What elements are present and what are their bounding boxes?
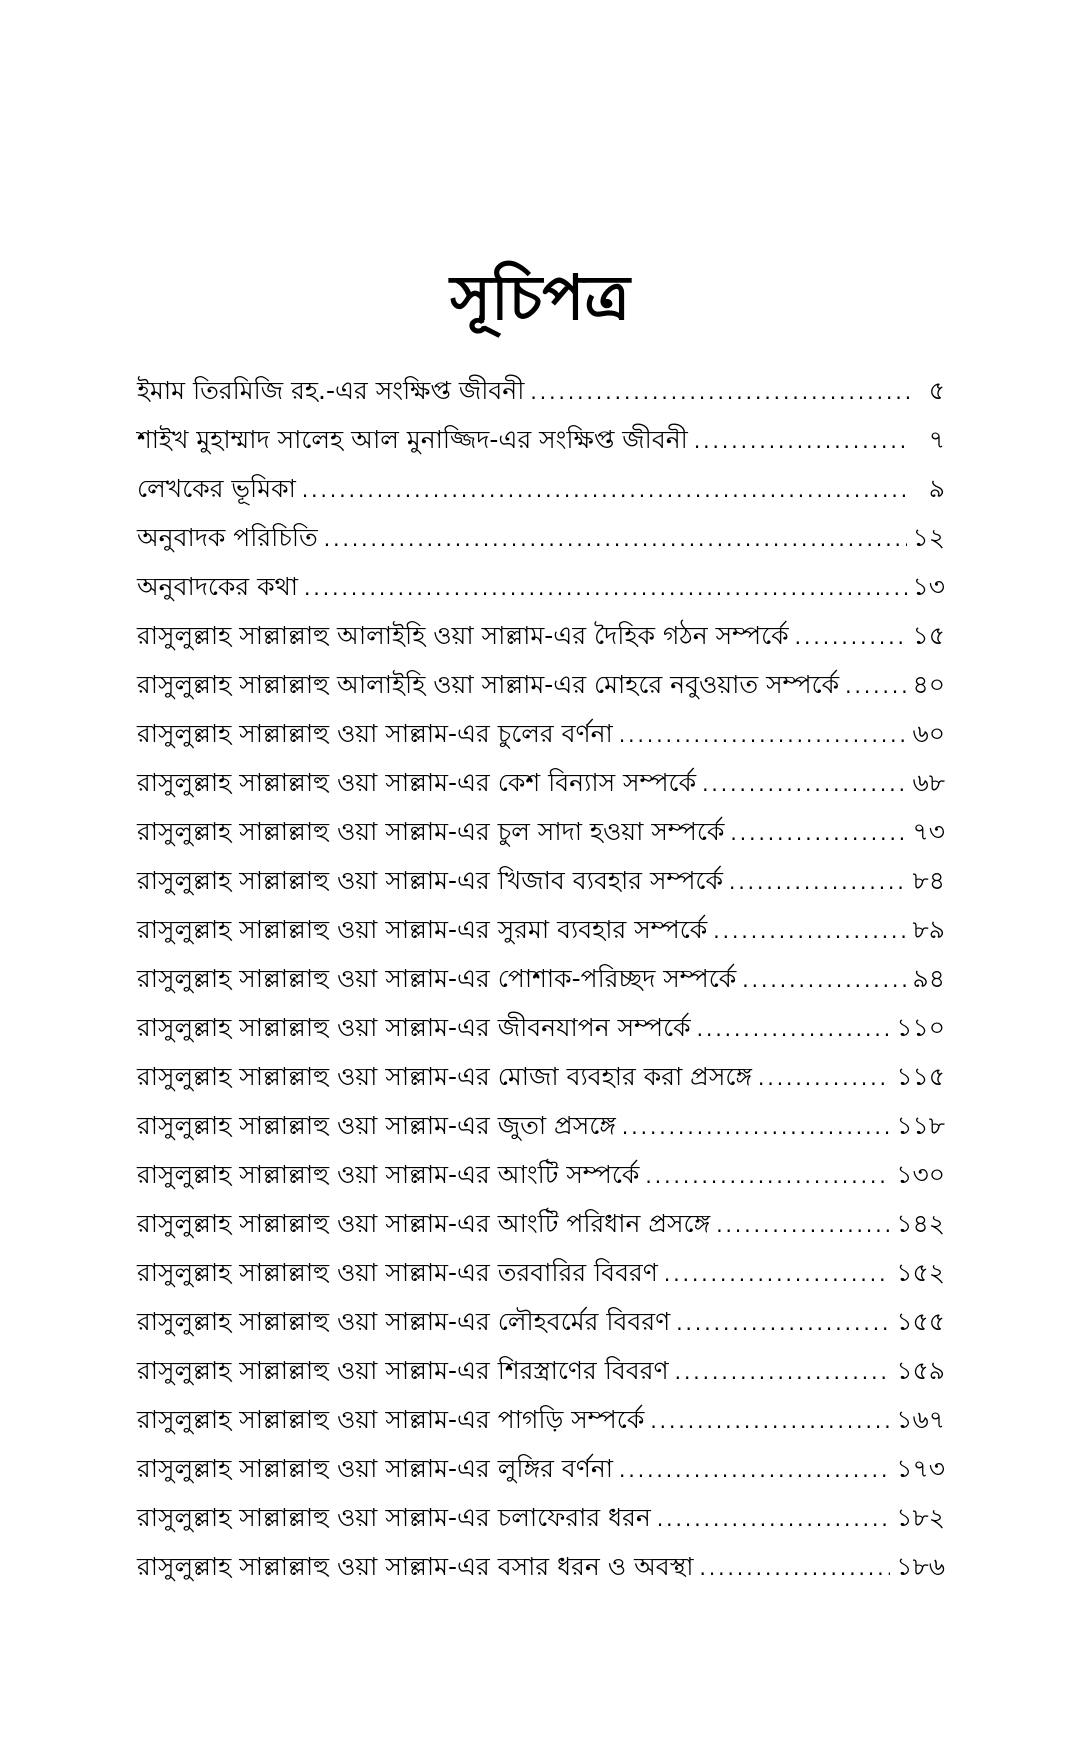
toc-entry — [137, 660, 945, 709]
toc-entry-page: ১৮৬ — [896, 1552, 945, 1581]
toc-entry — [137, 1052, 945, 1101]
table-of-contents — [137, 366, 945, 1591]
toc-entry — [137, 1003, 945, 1052]
toc-entry-page: ১৩০ — [896, 1160, 945, 1189]
dot-leader — [758, 1054, 890, 1103]
toc-entry — [137, 905, 945, 954]
toc-entry-page: ৭ — [928, 425, 945, 454]
toc-entry — [137, 1346, 945, 1395]
dot-leader — [742, 956, 906, 1005]
dot-leader — [530, 368, 909, 417]
dot-leader — [699, 1544, 890, 1593]
toc-entry-page: ৬৮ — [912, 768, 945, 797]
toc-entry-label: রাসুলুল্লাহ সাল্লাল্লাহু ওয়া সাল্লাম-এর শিরস্ত্রাণের বিবরণ — [137, 1356, 669, 1385]
dot-leader — [664, 1250, 890, 1299]
toc-entry-label: রাসুলুল্লাহ সাল্লাল্লাহু ওয়া সাল্লাম-এর চুল সাদা হওয়া সম্পর্কে — [137, 817, 725, 846]
toc-entry-label: অনুবাদক পরিচিতি — [137, 523, 318, 552]
dot-leader — [716, 1201, 890, 1250]
toc-entry-label: রাসুলুল্লাহ সাল্লাল্লাহু ওয়া সাল্লাম-এর কেশ বিন্যাস সম্পর্কে — [137, 768, 697, 797]
toc-entry-label: ইমাম তিরমিজি রহ.-এর সংক্ষিপ্ত জীবনী — [137, 376, 525, 405]
dot-leader — [650, 1397, 890, 1446]
toc-entry-label: রাসুলুল্লাহ সাল্লাল্লাহু ওয়া সাল্লাম-এর আংটি সম্পর্কে — [137, 1160, 640, 1189]
toc-entry-page: ৮৪ — [912, 866, 945, 895]
dot-leader — [622, 1103, 890, 1152]
toc-entry-page: ৯৪ — [912, 964, 945, 993]
toc-entry — [137, 709, 945, 758]
page-title: সূচিপত্র — [450, 261, 630, 334]
toc-entry-label: রাসুলুল্লাহ সাল্লাল্লাহু ওয়া সাল্লাম-এর লুঙ্গির বর্ণনা — [137, 1454, 613, 1483]
toc-entry-page: ১৫৫ — [896, 1307, 945, 1336]
toc-entry — [137, 611, 945, 660]
dot-leader — [697, 1005, 891, 1054]
toc-entry — [137, 807, 945, 856]
toc-entry — [137, 1297, 945, 1346]
dot-leader — [694, 417, 909, 466]
toc-entry-label: রাসুলুল্লাহ সাল্লাল্লাহু ওয়া সাল্লাম-এর বসার ধরন ও অবস্থা — [137, 1552, 694, 1581]
dot-leader — [730, 809, 906, 858]
toc-entry-page: ১৬৭ — [896, 1405, 945, 1434]
toc-entry-label: রাসুলুল্লাহ সাল্লাল্লাহু ওয়া সাল্লাম-এর চুলের বর্ণনা — [137, 719, 613, 748]
toc-entry-label: রাসুলুল্লাহ সাল্লাল্লাহু ওয়া সাল্লাম-এর খিজাব ব্যবহার সম্পর্কে — [137, 866, 723, 895]
toc-entry-page: ৮৯ — [912, 915, 945, 944]
dot-leader — [702, 760, 906, 809]
toc-entry — [137, 1493, 945, 1542]
toc-entry-label: রাসুলুল্লাহ সাল্লাল্লাহু ওয়া সাল্লাম-এর মোজা ব্যবহার করা প্রসঙ্গে — [137, 1062, 752, 1091]
toc-entry — [137, 1444, 945, 1493]
toc-entry-page: ১১৮ — [896, 1111, 945, 1140]
toc-entry — [137, 562, 945, 611]
toc-entry — [137, 1101, 945, 1150]
toc-entry-label: রাসুলুল্লাহ সাল্লাল্লাহু ওয়া সাল্লাম-এর পোশাক-পরিচ্ছদ সম্পর্কে — [137, 964, 737, 993]
toc-entry-page: ১১০ — [896, 1013, 945, 1042]
dot-leader — [675, 1348, 891, 1397]
toc-entry-label: রাসুলুল্লাহ সাল্লাল্লাহু আলাইহি ওয়া সাল্লাম-এর মোহরে নবুওয়াত সম্পর্কে — [137, 670, 840, 699]
toc-entry-page: ১৩ — [912, 572, 945, 601]
toc-entry — [137, 1395, 945, 1444]
toc-entry-page: ১২ — [912, 523, 945, 552]
toc-entry-label: রাসুলুল্লাহ সাল্লাল্লাহু ওয়া সাল্লাম-এর জুতা প্রসঙ্গে — [137, 1111, 616, 1140]
toc-entry-page: ৯ — [928, 474, 945, 503]
dot-leader — [645, 1152, 890, 1201]
dot-leader — [302, 466, 909, 515]
toc-entry-page: ১৪২ — [896, 1209, 945, 1238]
toc-entry-label: রাসুলুল্লাহ সাল্লাল্লাহু ওয়া সাল্লাম-এর জীবনযাপন সম্পর্কে — [137, 1013, 691, 1042]
toc-entry — [137, 513, 945, 562]
toc-entry-page: ৫ — [928, 376, 945, 405]
dot-leader — [729, 858, 907, 907]
toc-entry-label: রাসুলুল্লাহ সাল্লাল্লাহু ওয়া সাল্লাম-এর তরবারির বিবরণ — [137, 1258, 658, 1287]
dot-leader — [676, 1299, 890, 1348]
toc-entry — [137, 856, 945, 905]
toc-entry — [137, 758, 945, 807]
dot-leader — [304, 564, 906, 613]
toc-entry-page: ৬০ — [912, 719, 945, 748]
toc-entry-page: ১৮২ — [896, 1503, 945, 1532]
toc-entry — [137, 1150, 945, 1199]
toc-entry — [137, 954, 945, 1003]
toc-entry — [137, 1199, 945, 1248]
toc-entry-label: রাসুলুল্লাহ সাল্লাল্লাহু ওয়া সাল্লাম-এর সুরমা ব্যবহার সম্পর্কে — [137, 915, 708, 944]
toc-entry-page: ৪০ — [912, 670, 945, 699]
toc-entry — [137, 1542, 945, 1591]
toc-entry — [137, 415, 945, 464]
toc-entry-label: শাইখ মুহাম্মাদ সালেহ আল মুনাজ্জিদ-এর সংক্ষিপ্ত জীবনী — [137, 425, 688, 454]
toc-entry-page: ১১৫ — [896, 1062, 945, 1091]
toc-entry — [137, 1248, 945, 1297]
toc-entry-label: লেখকের ভূমিকা — [137, 474, 296, 503]
toc-entry-label: অনুবাদকের কথা — [137, 572, 299, 601]
dot-leader — [845, 662, 906, 711]
toc-entry-page: ৭৩ — [912, 817, 945, 846]
toc-entry-label: রাসুলুল্লাহ সাল্লাল্লাহু ওয়া সাল্লাম-এর আংটি পরিধান প্রসঙ্গে — [137, 1209, 711, 1238]
toc-entry-page: ১৫৯ — [896, 1356, 945, 1385]
toc-entry-page: ১৫২ — [896, 1258, 945, 1287]
toc-entry-label: রাসুলুল্লাহ সাল্লাল্লাহু আলাইহি ওয়া সাল্লাম-এর দৈহিক গঠন সম্পর্কে — [137, 621, 789, 650]
dot-leader — [657, 1495, 890, 1544]
toc-entry-page: ১৫ — [912, 621, 945, 650]
dot-leader — [619, 1446, 890, 1495]
toc-entry — [137, 366, 945, 415]
dot-leader — [619, 711, 907, 760]
toc-entry-page: ১৭৩ — [896, 1454, 945, 1483]
toc-entry-label: রাসুলুল্লাহ সাল্লাল্লাহু ওয়া সাল্লাম-এর চলাফেরার ধরন — [137, 1503, 651, 1532]
toc-entry-label: রাসুলুল্লাহ সাল্লাল্লাহু ওয়া সাল্লাম-এর পাগড়ি সম্পর্কে — [137, 1405, 645, 1434]
dot-leader — [713, 907, 906, 956]
toc-entry-label: রাসুলুল্লাহ সাল্লাল্লাহু ওয়া সাল্লাম-এর লৌহবর্মের বিবরণ — [137, 1307, 671, 1336]
dot-leader — [795, 613, 907, 662]
dot-leader — [324, 515, 907, 564]
toc-entry — [137, 464, 945, 513]
